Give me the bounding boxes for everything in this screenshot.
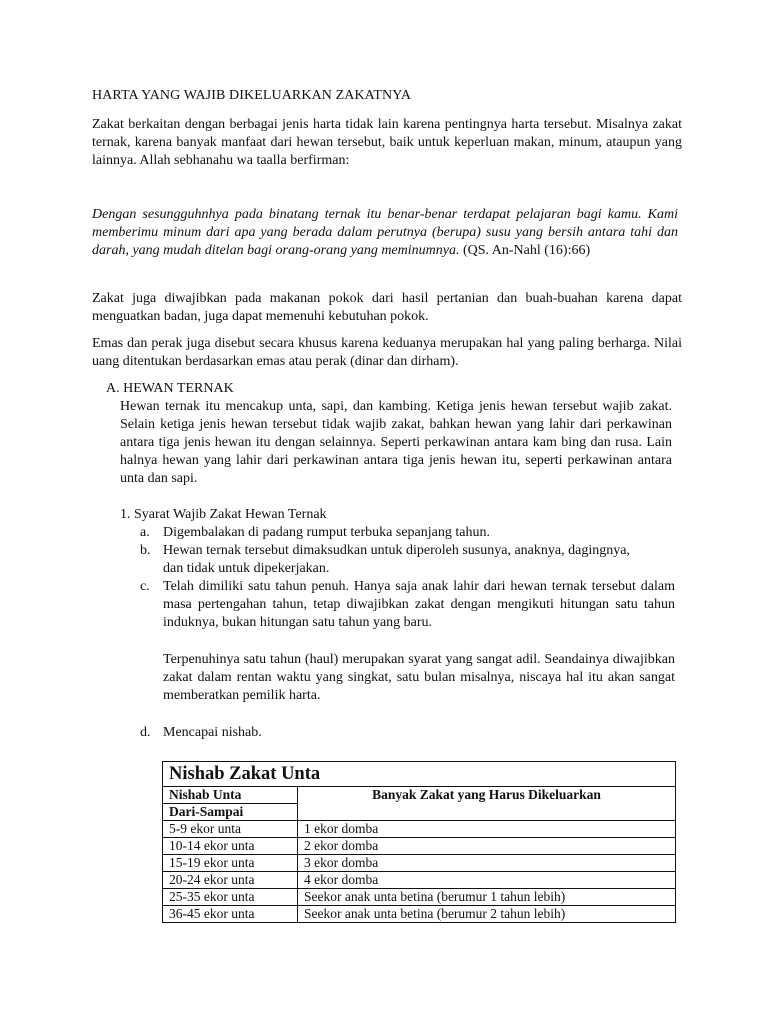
table-cell-range: 20-24 ekor unta (163, 872, 298, 889)
section-a-heading: A. HEWAN TERNAK (106, 381, 234, 396)
table-row (163, 838, 676, 855)
table-cell-range: 36-45 ekor unta (163, 906, 298, 923)
quran-quote (92, 206, 678, 260)
table-row (163, 855, 676, 872)
list-item-text: Digembalakan di padang rumput terbuka sepanjang tahun. (163, 525, 490, 540)
page-title: HARTA YANG WAJIB DIKELUARKAN ZAKATNYA (92, 88, 412, 103)
table-cell-range: 25-35 ekor unta (163, 889, 298, 906)
table-cell-range: 15-19 ekor unta (163, 855, 298, 872)
list-marker: c. (140, 579, 150, 594)
table-cell-range: 5-9 ekor unta (163, 821, 298, 838)
quote-source: (QS. An-Nahl (16):66) (459, 243, 591, 258)
list-marker: a. (140, 525, 150, 540)
nishab-unta-table (162, 761, 676, 923)
table-cell-zakat: 4 ekor domba (298, 872, 676, 889)
section-a-body: Hewan ternak itu mencakup unta, sapi, dan kambing. Ketiga jenis hewan tersebut wajib zakat. Selain ketiga jenis hewan tersebut tidak wajib zakat, bahkan hewan yang lahir dari perkawinan antara tiga jenis hewan itu dengan selainnya. Seperti perkawinan antara kam bing dan rusa. Lain halnya hewan yang lahir dari perkawinan antara tiga jenis hewan itu, seperti perkawinan antara unta dan sapi. (120, 399, 672, 486)
table-header-row (163, 787, 676, 804)
table-title-row (163, 762, 676, 787)
list-marker: b. (140, 543, 151, 558)
subsection-1-heading: 1. Syarat Wajib Zakat Hewan Ternak (120, 507, 327, 522)
table-cell-zakat: 2 ekor domba (298, 838, 676, 855)
agriculture-paragraph: Zakat juga diwajibkan pada makanan pokok dari hasil pertanian dan buah-buahan karena dapat menguatkan badan, juga dapat memenuhi kebutuhan pokok. (92, 291, 682, 324)
table-row (163, 872, 676, 889)
table-title: Nishab Zakat Unta (163, 762, 676, 787)
table-row (163, 889, 676, 906)
col-header-nishab: Nishab Unta (163, 787, 298, 804)
list-item-text: Hewan ternak tersebut dimaksudkan untuk diperoleh susunya, anaknya, dagingnya, dan tidak untuk dipekerjakan. (163, 543, 630, 576)
col-header-range: Dari-Sampai (163, 804, 298, 821)
intro-paragraph: Zakat berkaitan dengan berbagai jenis harta tidak lain karena pentingnya harta tersebut. Misalnya zakat ternak, karena banyak manfaat dari hewan tersebut, baik untuk keperluan makan, minum, ataupun yang lainnya. Allah sebhanahu wa taalla berfirman: (92, 117, 682, 168)
table-cell-zakat: 1 ekor domba (298, 821, 676, 838)
haul-note: Terpenuhinya satu tahun (haul) merupakan syarat yang sangat adil. Seandainya diwajibkan zakat dalam rentan waktu yang singkat, satu bulan misalnya, niscaya hal itu akan sangat memberatkan pemilik harta. (163, 652, 675, 703)
table-row (163, 821, 676, 838)
list-item-text: Telah dimiliki satu tahun penuh. Hanya saja anak lahir dari hewan ternak tersebut dalam masa pertengahan tahun, tetap diwajibkan zakat dengan mengikuti hitungan satu tahun induknya, bukan hitungan satu tahun yang baru. (163, 579, 675, 630)
list-item-text: Mencapai nishab. (163, 725, 262, 740)
table-cell-range: 10-14 ekor unta (163, 838, 298, 855)
table-row (163, 906, 676, 923)
col-header-zakat: Banyak Zakat yang Harus Dikeluarkan (298, 787, 676, 821)
table-cell-zakat: 3 ekor domba (298, 855, 676, 872)
table-cell-zakat: Seekor anak unta betina (berumur 2 tahun lebih) (298, 906, 676, 923)
list-marker: d. (140, 725, 151, 740)
quote-text: Dengan sesungguhnhya pada binatang ternak itu benar-benar terdapat pelajaran bagi kamu. Kami memberimu minum dari apa yang berada dalam perutnya (berupa) susu yang bersih antara tahi dan darah, yang mudah ditelan bagi orang-orang yang meminumnya. (92, 207, 678, 258)
table-cell-zakat: Seekor anak unta betina (berumur 1 tahun lebih) (298, 889, 676, 906)
gold-silver-paragraph: Emas dan perak juga disebut secara khusus karena keduanya merupakan hal yang paling berharga. Nilai uang ditentukan berdasarkan emas atau perak (dinar dan dirham). (92, 336, 682, 369)
